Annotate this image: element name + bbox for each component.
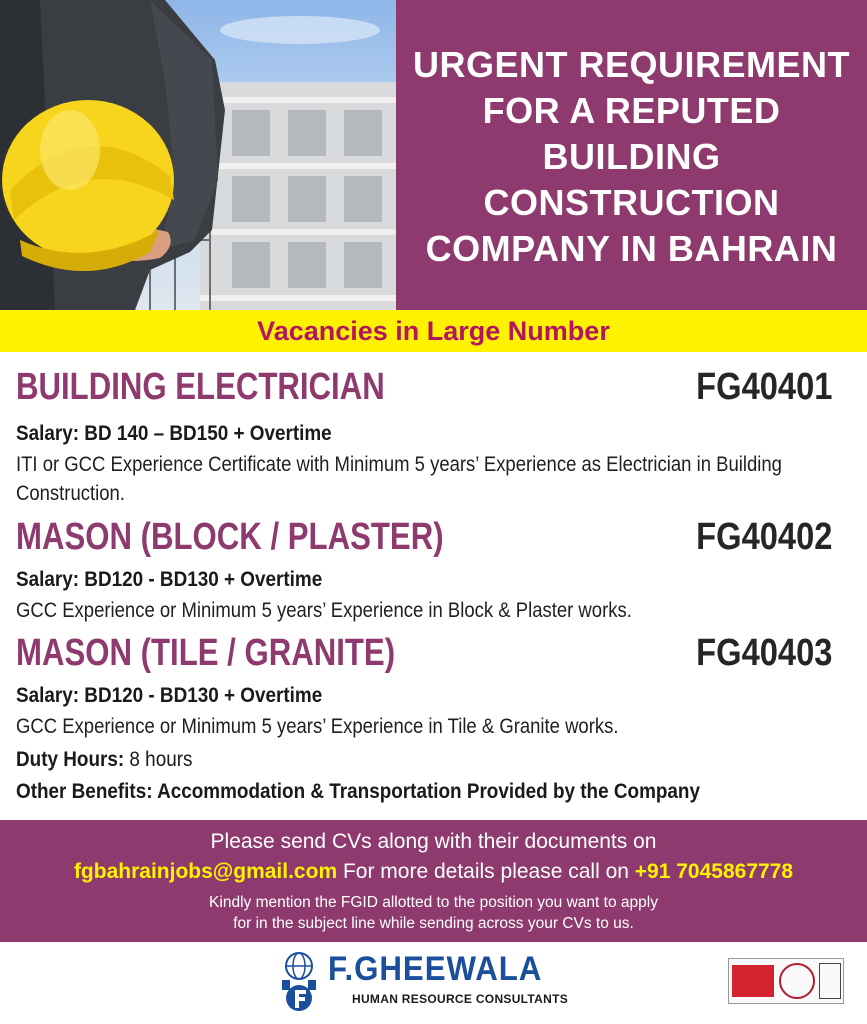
job-list <box>0 352 867 820</box>
job-salary: Salary: BD 140 – BD150 + Overtime <box>16 422 332 445</box>
headline-line: URGENT REQUIREMENT <box>412 44 850 85</box>
vacancy-banner <box>0 310 867 352</box>
job-title: BUILDING ELECTRICIAN <box>16 366 385 408</box>
job-code: FG40402 <box>695 516 832 558</box>
contact-note-line: Kindly mention the FGID allotted to the position you want to apply <box>209 894 658 911</box>
job-description: ITI or GCC Experience Certificate with Minimum 5 years’ Experience as Electrician in Building Construction. <box>16 452 782 505</box>
bureau-veritas-box <box>732 965 774 997</box>
job-code: FG40403 <box>695 632 832 674</box>
job-salary: Salary: BD120 - BD130 + Overtime <box>16 568 323 591</box>
duty-hours-label: Duty Hours: <box>16 748 125 771</box>
headline-line: BUILDING CONSTRUCTION <box>483 136 780 223</box>
job-description: GCC Experience or Minimum 5 years’ Experience in Tile & Granite works. <box>16 714 619 738</box>
other-benefits <box>16 780 700 804</box>
headline-panel <box>396 0 867 310</box>
contact-note-line: for in the subject line while sending across your CVs to us. <box>233 915 634 932</box>
certification-seal-icon <box>779 963 815 999</box>
hero-section <box>0 0 867 310</box>
job-code: FG40401 <box>695 366 832 408</box>
job-title: MASON (TILE / GRANITE) <box>16 632 396 674</box>
contact-details <box>0 860 867 884</box>
contact-email-link[interactable]: fgbahrainjobs@gmail.com <box>73 860 338 883</box>
headline-line: COMPANY IN BAHRAIN <box>425 228 838 269</box>
contact-note <box>0 892 867 934</box>
job-salary: Salary: BD120 - BD130 + Overtime <box>16 684 323 707</box>
footer <box>0 942 867 1024</box>
worker-with-yellow-helmet-photo <box>0 0 396 310</box>
contact-phone-link[interactable]: +91 7045867778 <box>634 860 794 883</box>
other-benefits-text: Other Benefits: Accommodation & Transportation Provided by the Company <box>16 780 700 803</box>
headline-line: FOR A REPUTED <box>482 90 781 131</box>
contact-mid-text: For more details please call on <box>342 860 629 883</box>
headline <box>396 38 867 272</box>
bureau-veritas-iso-certification-badge <box>728 958 844 1004</box>
duty-hours <box>16 748 192 772</box>
job-description: GCC Experience or Minimum 5 years’ Experience in Block & Plaster works. <box>16 598 632 622</box>
fgheewala-globe-logo <box>276 950 322 1014</box>
contact-section <box>0 820 867 942</box>
brand-tagline: HUMAN RESOURCE CONSULTANTS <box>352 992 569 1006</box>
job-title: MASON (BLOCK / PLASTER) <box>16 516 444 558</box>
contact-intro: Please send CVs along with their documents on <box>210 830 657 853</box>
duty-hours-value: 8 hours <box>129 748 193 771</box>
ukas-mark-icon <box>819 963 841 999</box>
vacancy-banner-text: Vacancies in Large Number <box>257 315 610 346</box>
brand-name: F.GHEEWALA <box>328 950 543 988</box>
